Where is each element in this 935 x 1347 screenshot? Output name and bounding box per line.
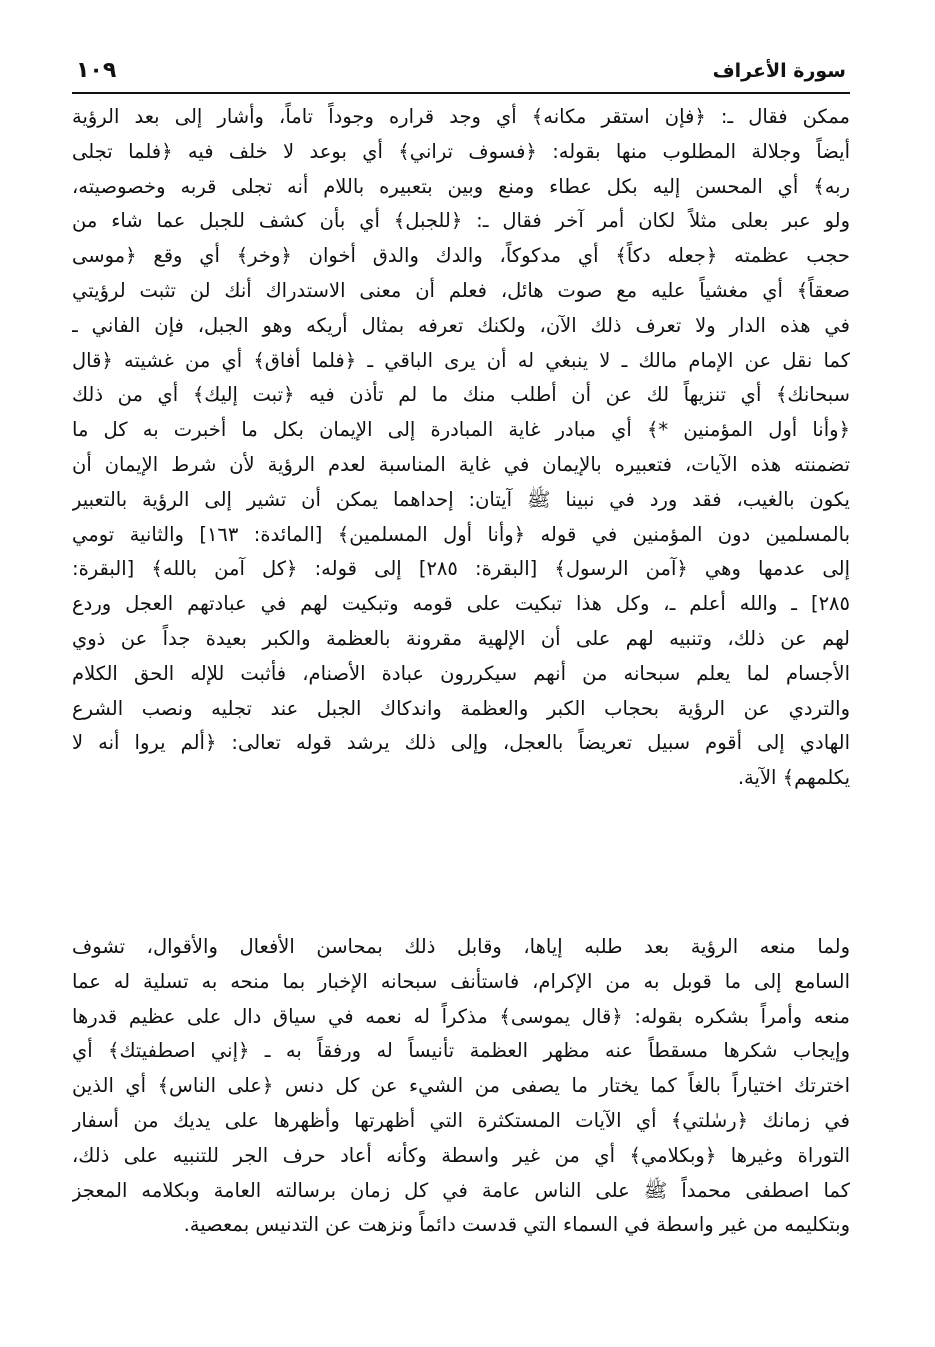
- text-line: في هذه الدار ولا تعرف ذلك الآن، ولكنك تعرفه بمثال أريكه وهو الجبل، فإن الفاني ـ: [72, 313, 850, 337]
- paragraph-1: [72, 100, 850, 796]
- text-line: ولو عبر بعلى مثلاً لكان أمر آخر فقال ـ: ﴿للجبل﴾ أي بأن كشف للجبل عما شاء من: [72, 209, 850, 233]
- text-line: يكون بالغيب، فقد ورد في نبينا ﷺ آيتان: إحداهما يمكن أن تشير إلى الرؤية بالتعبير: [72, 487, 850, 511]
- text-line: إلى عدمها وهي ﴿آمن الرسول﴾ [البقرة: ٢٨٥] إلى قوله: ﴿كل آمن بالله﴾ [البقرة:: [72, 557, 850, 581]
- page-number: ١٠٩: [76, 58, 117, 83]
- text-line: اخترتك اختياراً بالغاً كما يختار ما يصفى من الشيء عن كل دنس ﴿على الناس﴾ أي الذين: [72, 1074, 850, 1098]
- text-line: سبحانك﴾ أي تنزيهاً لك عن أن أطلب منك ما لم تأذن فيه ﴿تبت إليك﴾ أي من ذلك: [72, 383, 850, 407]
- text-line: الأجسام لما يعلم سبحانه من أنهم سيكررون عبادة الأصنام، فأثبت للإله الحق الكلام: [72, 661, 850, 685]
- text-line: كما نقل عن الإمام مالك ـ لا ينبغي له أن يرى الباقي ـ ﴿فلما أفاق﴾ أي من غشيته ﴿قال: [72, 348, 850, 372]
- surah-title: سورة الأعراف: [712, 60, 846, 82]
- text-line: السامع إلى ما قوبل به من الإكرام، فاستأنف سبحانه الإخبار بما منحه به تسلية له عما: [72, 969, 850, 993]
- text-line: ممكن فقال ـ: ﴿فإن استقر مكانه﴾ أي وجد قراره وجوداً تاماً، وأشار إلى بعد الرؤية: [72, 105, 850, 128]
- text-line: تضمنته هذه الآيات، فتعبيره بالإيمان في غاية المناسبة لعدم الرؤية لأن شرط الإيمان أن: [72, 452, 850, 476]
- text-line: لهم عن ذلك، وتنبيه لهم على أن الإلهية مقرونة بالعظمة والكبر بعيدة جداً عن ذوي: [72, 626, 850, 650]
- text-line: ﴿وأنا أول المؤمنين *﴾ أي مبادر غاية المبادرة إلى الإيمان بكل ما أخبرت به كل ما: [72, 418, 850, 442]
- text-line: ولما منعه الرؤية بعد طلبه إياها، وقابل ذلك بمحاسن الأفعال والأقوال، تشوف: [72, 935, 850, 958]
- text-line: التوراة وغيرها ﴿وبكلامي﴾ أي من غير واسطة وكأنه أعاد حرف الجر للتنبيه على ذلك،: [72, 1143, 850, 1167]
- text-line: كما اصطفى محمداً ﷺ على الناس عامة في كل زمان برسالته العامة وبكلامه المعجز: [72, 1178, 850, 1202]
- text-line: وبتكليمه من غير واسطة في السماء التي قدست دائماً ونزهت عن التدنيس بمعصية.: [183, 1213, 850, 1237]
- text-line: والتردي عن الرؤية بحجاب الكبر والعظمة واندكاك الجبل عند تجليه ونصب الشرع: [72, 696, 850, 720]
- text-line: أيضاً وجلالة المطلوب منها بقوله: ﴿فسوف تراني﴾ أي بوعد لا خلف فيه ﴿فلما تجلى: [72, 139, 850, 163]
- text-line: صعقاً﴾ أي مغشياً عليه مع صوت هائل، فعلم أن معنى الاستدراك أنك لن تثبت لرؤيتي: [72, 278, 850, 302]
- text-line: وإيجاب شكرها مسقطاً عنه مظهر العظمة تأنيساً له ورفقاً به ـ ﴿إني اصطفيتك﴾ أي: [72, 1039, 850, 1063]
- text-line: ٢٨٥] ـ والله أعلم ـ، وكل هذا تبكيت على قومه وتبكيت لهم في عبادتهم العجل وردع: [72, 592, 850, 616]
- text-line: يكلمهم﴾ الآية.: [737, 766, 850, 790]
- text-line: حجب عظمته ﴿جعله دكاً﴾ أي مدكوكاً، والدك والدق أخوان ﴿وخر﴾ أي وقع ﴿موسى: [72, 244, 850, 268]
- paragraph-2: [72, 930, 850, 1243]
- text-line: في زمانك ﴿رسٰلتي﴾ أي الآيات المستكثرة التي أظهرتها وأظهرها على يديك من أسفار: [72, 1108, 850, 1132]
- text-line: منعه وأمراً بشكره بقوله: ﴿قال يموسى﴾ مذكراً له نعمه في سياق دال على عظيم قدرها: [72, 1004, 850, 1028]
- text-line: الهادي إلى أقوم سبيل تعريضاً بالعجل، وإلى ذلك يرشد قوله تعالى: ﴿ألم يروا أنه لا: [72, 731, 850, 755]
- page-header: [72, 56, 850, 94]
- text-line: بالمسلمين دون المؤمنين في قوله ﴿وأنا أول المسلمين﴾ [المائدة: ١٦٣] والثانية تومي: [72, 522, 850, 546]
- text-line: ربه﴾ أي المحسن إليه بكل عطاء ومنع وبين بتعبيره باللام أنه تجلى قربه وخصوصيته،: [72, 174, 850, 198]
